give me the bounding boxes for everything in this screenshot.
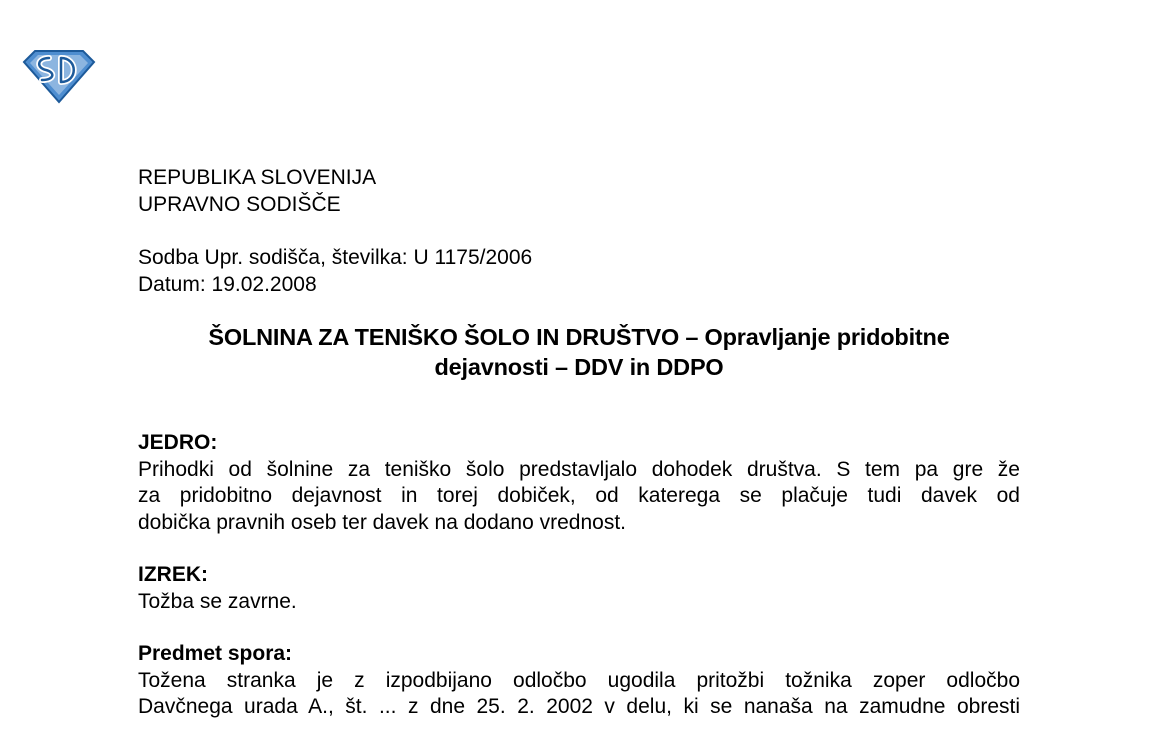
predmet-line: Tožena stranka je z izpodbijano odločbo ugodila pritožbi tožnika zoper odločbo [138,668,1020,692]
izrek-text: Tožba se zavrne. [138,589,297,613]
predmet-paragraph [138,668,1020,721]
izrek-heading: IZREK: [138,563,208,586]
title-line-2: dejavnosti – DDV in DDPO [434,354,724,380]
predmet-heading: Predmet spora: [138,642,293,665]
jedro-line: dobička pravnih oseb ter davek na dodano vrednost. [138,510,626,534]
court-logo [22,48,96,104]
jedro-paragraph [138,457,1020,537]
court-name: UPRAVNO SODIŠČE [138,192,341,216]
title-line-1: ŠOLNINA ZA TENIŠKO ŠOLO IN DRUŠTVO – Opravljanje pridobitne [208,324,950,350]
jedro-line: Prihodki od šolnine za teniško šolo predstavljalo dohodek društva. S tem pa gre že [138,457,1020,481]
judgment-document [138,165,1020,721]
jedro-heading: JEDRO: [138,431,218,454]
jedro-line: za pridobitno dejavnost in torej dobiček, od katerega se plačuje tudi davek od [138,484,1020,507]
case-date: Datum: 19.02.2008 [138,272,317,296]
case-reference: Sodba Upr. sodišča, številka: U 1175/2006 [138,246,533,269]
court-emblem-icon [22,48,96,104]
predmet-line: Davčnega urada A., št. ... z dne 25. 2. 2002 v delu, ki se nanaša na zamudne obresti [138,695,1020,718]
document-title [138,322,1020,382]
country-name: REPUBLIKA SLOVENIJA [138,166,377,189]
